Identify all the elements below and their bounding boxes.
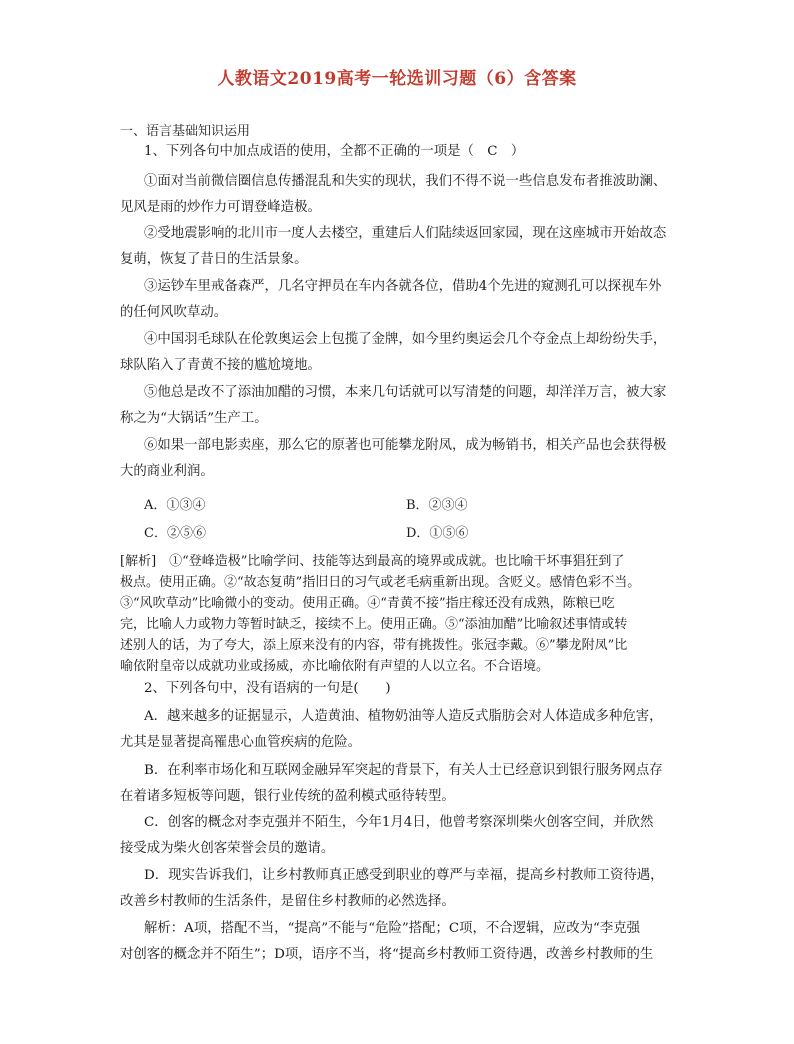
section-heading: 一、语言基础知识运用	[120, 124, 251, 139]
q1-sentence-5-line-2: 称之为“大锅话”生产工。	[120, 411, 268, 426]
question-1-stem: 1、下列各句中加点成语的使用，全都不正确的一项是（ C ）	[144, 144, 525, 159]
q1-sentence-1-line-1: ①面对当前微信圈信息传播混乱和失实的现状，我们不得不说一些信息发布者推波助澜、	[144, 174, 667, 189]
q1-option-a: A．①③④	[144, 498, 206, 513]
q1-analysis-line-4: 完，比喻人力或物力等暂时缺乏，接续不上。使用正确。⑤“添油加醋”比喻叙述事情或转	[120, 617, 628, 632]
q1-sentence-5-line-1: ⑤他总是改不了添油加醋的习惯，本来几句话就可以写清楚的问题，却洋洋万言，被大家	[144, 385, 667, 400]
q1-option-d: D．①⑤⑥	[406, 526, 469, 541]
q2-option-a-line-1: A．越来越多的证据显示，人造黄油、植物奶油等人造反式脂肪会对人体造成多种危害，	[144, 709, 663, 724]
q1-option-c: C．②⑤⑥	[144, 526, 206, 541]
q1-sentence-3-line-1: ③运钞车里戒备森严，几名守押员在车内各就各位，借助4个先进的窥测孔可以探视车外	[144, 279, 662, 294]
q2-option-c-line-1: C．创客的概念对李克强并不陌生，今年1月4日，他曾考察深圳柴火创客空间，并欣然	[144, 815, 654, 830]
q1-sentence-4-line-1: ④中国羽毛球队在伦敦奥运会上包揽了金牌，如今里约奥运会几个夺金点上却纷纷失手，	[144, 332, 667, 347]
q1-sentence-3-line-2: 的任何风吹草动。	[120, 305, 228, 320]
q2-analysis-line-2: 对创客的概念并不陌生”；D项，语序不当，将“提高乡村教师工资待遇，改善乡村教师的生	[120, 947, 654, 962]
q2-analysis-line-1: 解析：A项，搭配不当，“提高”不能与“危险”搭配；C项，不合逻辑，应改为“李克强	[144, 921, 641, 936]
q1-sentence-6-line-1: ⑥如果一部电影卖座，那么它的原著也可能攀龙附凤，成为畅销书，相关产品也会获得极	[144, 438, 667, 453]
q2-option-d-line-1: D．现实告诉我们，让乡村教师真正感受到职业的尊严与幸福，提高乡村教师工资待遇，	[144, 868, 664, 883]
q2-option-d-line-2: 改善乡村教师的生活条件，是留住乡村教师的必然选择。	[120, 894, 455, 909]
q1-analysis-line-3: ③“风吹草动”比喻微小的变动。使用正确。④“青黄不接”指庄稼还没有成熟，陈粮已吃	[120, 596, 615, 611]
q2-option-c-line-2: 接受成为柴火创客荣誉会员的邀请。	[120, 841, 335, 856]
q2-option-a-line-2: 尤其是显著提高罹患心血管疾病的危险。	[120, 735, 362, 750]
q1-analysis-line-6: 喻依附皇帝以成就功业或扬威，亦比喻依附有声望的人以立名。不合语境。	[120, 659, 550, 674]
question-2-stem: 2、下列各句中，没有语病的一句是( )	[144, 681, 391, 696]
page-title: 人教语文2019高考一轮选训习题（6）含答案	[217, 69, 577, 89]
q1-analysis-line-5: 述别人的话，为了夸大，添上原来没有的内容，带有挑拨性。张冠李戴。⑥”攀龙附凤”比	[120, 638, 628, 653]
q1-sentence-2-line-1: ②受地震影响的北川市一度人去楼空，重建后人们陆续返回家园，现在这座城市开始故态	[144, 226, 667, 241]
q2-option-b-line-1: B．在利率市场化和互联网金融异军突起的背景下，有关人士已经意识到银行服务网点存	[144, 763, 663, 778]
q1-option-b: B．②③④	[406, 498, 468, 513]
q2-option-b-line-2: 在着诸多短板等问题，银行业传统的盈利模式亟待转型。	[120, 789, 455, 804]
q1-sentence-2-line-2: 复萌，恢复了昔日的生活景象。	[120, 252, 308, 267]
q1-sentence-1-line-2: 见风是雨的炒作力可谓登峰造极。	[120, 200, 321, 215]
q1-sentence-4-line-2: 球队陷入了青黄不接的尴尬境地。	[120, 358, 321, 373]
q1-analysis-line-2: 极点。使用正确。②“故态复萌”指旧日的习气或老毛病重新出现。含贬义。感情色彩不当。	[120, 575, 641, 590]
q1-analysis-line-1: [解析] ①“登峰造极”比喻学问、技能等达到最高的境界或成就。也比喻干坏事猖狂到了	[120, 554, 625, 569]
q1-sentence-6-line-2: 大的商业利润。	[120, 464, 214, 479]
